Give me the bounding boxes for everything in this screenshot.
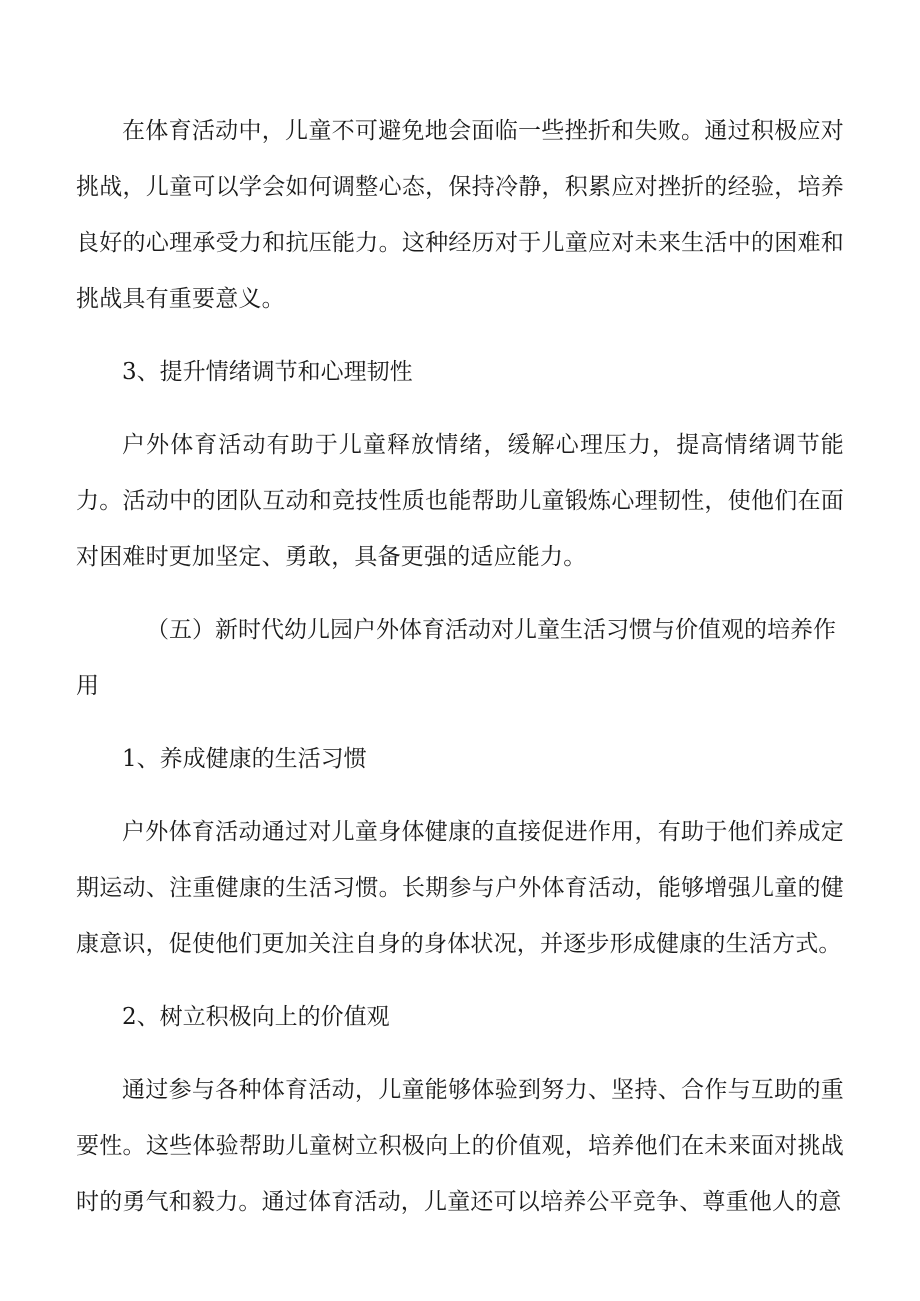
section-title-habits-values: （五）新时代幼儿园户外体育活动对儿童生活习惯与价值观的培养作用 — [76, 617, 836, 699]
paragraph-healthy-habits: 户外体育活动通过对儿童身体健康的直接促进作用，有助于他们养成定期运动、注重健康的生活习惯。长期参与户外体育活动，能够增强儿童的健康意识，促使他们更加关注自身的身体状况，并逐步形成健康的生活方式。 — [76, 819, 844, 957]
paragraph-positive-values: 通过参与各种体育活动，儿童能够体验到努力、坚持、合作与互助的重要性。这些体验帮助儿童树立积极向上的价值观，培养他们在未来面对挑战时的勇气和毅力。通过体育活动，儿童还可以培养公平竞争、尊重他人的意 — [76, 1077, 844, 1215]
heading-positive-values: 2、树立积极向上的价值观 — [122, 1004, 390, 1030]
heading-healthy-habits: 1、养成健康的生活习惯 — [122, 746, 367, 772]
paragraph-emotion-release: 户外体育活动有助于儿童释放情绪，缓解心理压力，提高情绪调节能力。活动中的团队互动和竞技性质也能帮助儿童锻炼心理韧性，使他们在面对困难时更加坚定、勇敢，具备更强的适应能力。 — [76, 432, 844, 570]
heading-emotion-regulation: 3、提升情绪调节和心理韧性 — [122, 359, 413, 385]
paragraph-frustration: 在体育活动中，儿童不可避免地会面临一些挫折和失败。通过积极应对挑战，儿童可以学会如何调整心态，保持冷静，积累应对挫折的经验，培养良好的心理承受力和抗压能力。这种经历对于儿童应对未来生活中的困难和挑战具有重要意义。 — [76, 118, 844, 312]
